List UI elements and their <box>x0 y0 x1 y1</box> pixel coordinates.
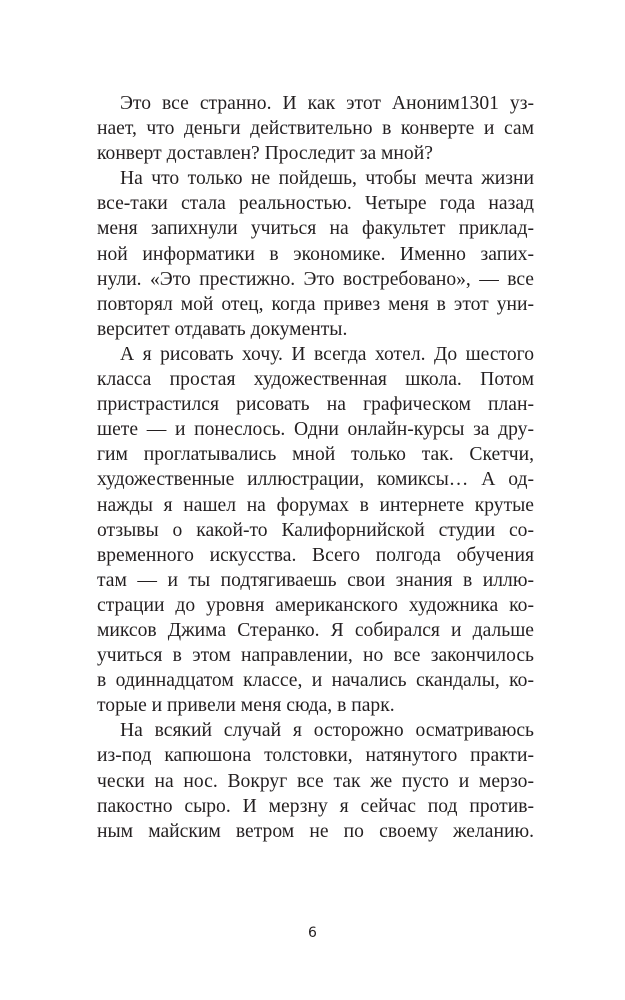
text-line: А я рисовать хочу. И всегда хотел. До шестого <box>120 343 534 365</box>
text-line: верситет отдавать документы. <box>97 318 348 340</box>
text-line: художественные иллюстрации, комиксы… А од- <box>97 469 534 491</box>
paragraph <box>97 91 534 166</box>
text-line: меня запихнули учиться на факультет приклад- <box>97 218 534 240</box>
paragraph <box>97 342 534 718</box>
text-line: нает, что деньги действительно в конверте и сам <box>97 118 534 140</box>
text-line: Это все странно. И как этот Аноним1301 уз- <box>120 93 534 114</box>
text-line: нажды я нашел на форумах в интернете крутые <box>97 494 534 516</box>
paragraph <box>97 718 534 843</box>
text-line: из-под капюшона толстовки, натянутого практи- <box>97 745 534 767</box>
text-line: На что только не пойдешь, чтобы мечта жизни <box>120 168 534 190</box>
text-line: класса простая художественная школа. Потом <box>97 369 534 391</box>
text-line: ным майским ветром не по своему желанию. <box>97 820 534 842</box>
text-line: конверт доставлен? Проследит за мной? <box>97 143 433 165</box>
text-line: в одиннадцатом классе, и начались скандалы, ко- <box>97 670 534 692</box>
text-line: там — и ты подтягиваешь свои знания в иллю- <box>97 569 534 591</box>
text-line: временного искусства. Всего полгода обучения <box>97 544 534 566</box>
text-line: На всякий случай я осторожно осматриваюсь <box>120 720 534 742</box>
text-line: все-таки стала реальностью. Четыре года назад <box>97 193 534 215</box>
text-line: нули. «Это престижно. Это востребовано», — все <box>97 268 534 290</box>
text-line: повторял мой отец, когда привез меня в этот уни- <box>97 293 534 315</box>
text-line: пакостно сыро. И мерзну я сейчас под против- <box>97 795 534 817</box>
page-number: 6 <box>308 925 317 941</box>
paragraph <box>97 166 534 342</box>
book-text <box>97 91 534 844</box>
text-line: пристрастился рисовать на графическом план- <box>97 394 534 416</box>
text-line: страции до уровня американского художника ко- <box>97 594 534 616</box>
text-line: гим проглатывались мной только так. Скетчи, <box>97 444 534 466</box>
text-line: учиться в этом направлении, но все закончилось <box>97 645 534 667</box>
text-line: торые и привели меня сюда, в парк. <box>97 695 395 717</box>
text-line: ной информатики в экономике. Именно запих- <box>97 243 534 265</box>
text-line: чески на нос. Вокруг все так же пусто и мерзо- <box>97 770 534 792</box>
text-line: миксов Джима Стеранко. Я собирался и дальше <box>97 619 534 641</box>
text-line: отзывы о какой-то Калифорнийской студии со- <box>97 519 534 541</box>
text-line: шете — и понеслось. Одни онлайн-курсы за дру- <box>97 419 534 441</box>
